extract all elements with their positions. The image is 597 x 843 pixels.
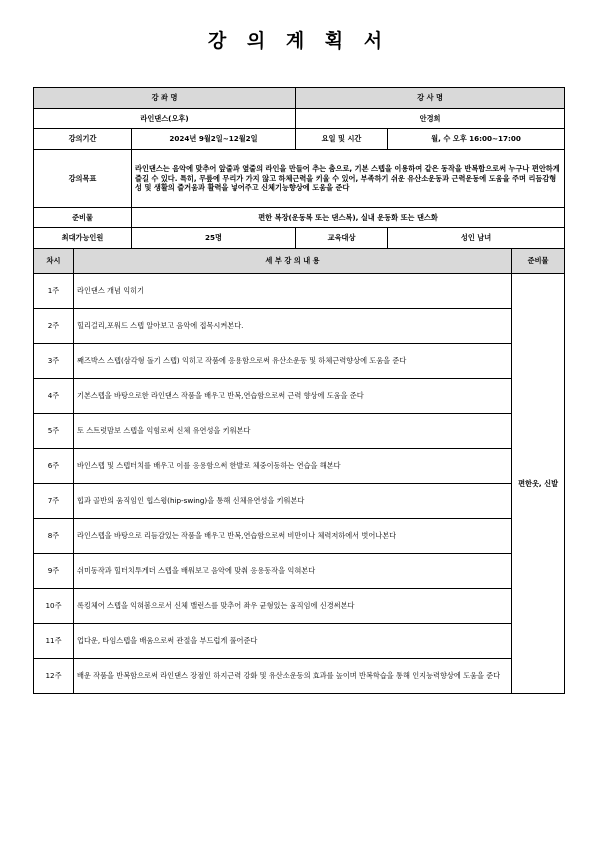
week-number: 7주 [34, 484, 74, 519]
week-number: 9주 [34, 554, 74, 589]
course-name-value: 라인댄스(오후) [34, 109, 296, 129]
lecture-plan-table [33, 87, 565, 694]
instructor-name-label: 강 사 명 [296, 88, 565, 109]
week-number: 10주 [34, 589, 74, 624]
week-content: 바인스텝 및 스텝터치를 배우고 이를 응용함으써 한발로 체중이동하는 연습을 해본다 [74, 449, 512, 484]
schedule-label: 요일 및 시간 [296, 129, 388, 150]
goal-row [34, 150, 565, 208]
session-header: 차시 [34, 249, 74, 274]
week-number: 3주 [34, 344, 74, 379]
week-content: 힙과 골반의 움직임인 힙스윙(hip-swing)을 통해 신체유연성을 키워본다 [74, 484, 512, 519]
week-content: 배운 작품을 반복함으로써 라인댄스 장점인 하지근력 강화 및 유산소운동의 효과를 높이며 반복학습을 통해 인지능력향상에 도움을 준다 [74, 659, 512, 694]
header-value-row [34, 109, 565, 129]
week-content: 쉬미동작과 힐터치투게더 스텝을 배워보고 음악에 맞춰 응용동작을 익혀본다 [74, 554, 512, 589]
week-number: 5주 [34, 414, 74, 449]
period-row [34, 129, 565, 150]
week-number: 4주 [34, 379, 74, 414]
week-content: 업다운, 타임스텝을 배움으로써 관절을 부드럽게 풀어준다 [74, 624, 512, 659]
week-row [34, 344, 565, 379]
page-title: 강 의 계 획 서 [207, 30, 390, 52]
goal-label: 강의목표 [34, 150, 132, 208]
week-number: 8주 [34, 519, 74, 554]
week-content: 째즈박스 스텝(삼각형 돌기 스텝) 익히고 작품에 응용함으로써 유산소운동 및 하체근력향상에 도움을 준다 [74, 344, 512, 379]
week-content: 토 스트럿맘보 스텝을 익힘로써 신체 유연성을 키워본다 [74, 414, 512, 449]
target-label: 교육대상 [296, 228, 388, 249]
week-row [34, 414, 565, 449]
week-row [34, 554, 565, 589]
week-row [34, 449, 565, 484]
week-row [34, 519, 565, 554]
capacity-label: 최대가능인원 [34, 228, 132, 249]
week-row [34, 589, 565, 624]
instructor-name-value: 안경희 [296, 109, 565, 129]
period-value: 2024년 9월2일~12월2일 [132, 129, 296, 150]
schedule-value: 월, 수 오후 16:00~17:00 [388, 129, 565, 150]
week-row [34, 274, 565, 309]
week-row [34, 659, 565, 694]
materials-value: 편한옷, 신발 [512, 274, 565, 694]
supplies-label: 준비물 [34, 208, 132, 228]
period-label: 강의기간 [34, 129, 132, 150]
week-content: 록킹체어 스텝을 익혀봄으로서 신체 밸런스를 맞추어 좌우 균형있는 움직임에 신경써본다 [74, 589, 512, 624]
week-row [34, 379, 565, 414]
week-number: 1주 [34, 274, 74, 309]
materials-header: 준비물 [512, 249, 565, 274]
goal-value: 라인댄스는 음악에 맞추어 앞줄과 옆줄의 라인을 만들어 추는 춤으로, 기본 스텝을 이용하여 같은 동작을 반복함으로써 누구나 편안하게 즐길 수 있다. 특히, 무릎에 무리가 가지 않고 하체근력을 키울 수 있어, 부족하기 쉬운 유산소운동과 근력운동에 도움을 주며 리듬감형성 및 생활의 즐거움과 활력을 넣어주고 신체기능향상에 도움을 준다 [132, 150, 565, 208]
header-label-row [34, 88, 565, 109]
week-row [34, 624, 565, 659]
week-content: 라인댄스 개념 익히기 [74, 274, 512, 309]
target-value: 성인 남녀 [388, 228, 565, 249]
week-number: 11주 [34, 624, 74, 659]
week-row [34, 309, 565, 344]
week-number: 2주 [34, 309, 74, 344]
week-number: 12주 [34, 659, 74, 694]
week-number: 6주 [34, 449, 74, 484]
week-content: 기본스텝을 바탕으로한 라인댄스 작품을 배우고 반복,연습함으로써 근력 향상에 도움을 준다 [74, 379, 512, 414]
capacity-value: 25명 [132, 228, 296, 249]
week-content: 라인스텝을 바탕으로 리듬감있는 작품을 배우고 반복,연습함으로써 비만이나 체력저하에서 벗어나본다 [74, 519, 512, 554]
schedule-header-row [34, 249, 565, 274]
supplies-row [34, 208, 565, 228]
supplies-value: 편한 복장(운동복 또는 댄스복), 실내 운동화 또는 댄스화 [132, 208, 565, 228]
week-row [34, 484, 565, 519]
capacity-row [34, 228, 565, 249]
week-content: 힐리걸리,포워드 스텝 알아보고 음악에 접목시켜본다. [74, 309, 512, 344]
course-name-label: 강 좌 명 [34, 88, 296, 109]
details-header: 세 부 강 의 내 용 [74, 249, 512, 274]
